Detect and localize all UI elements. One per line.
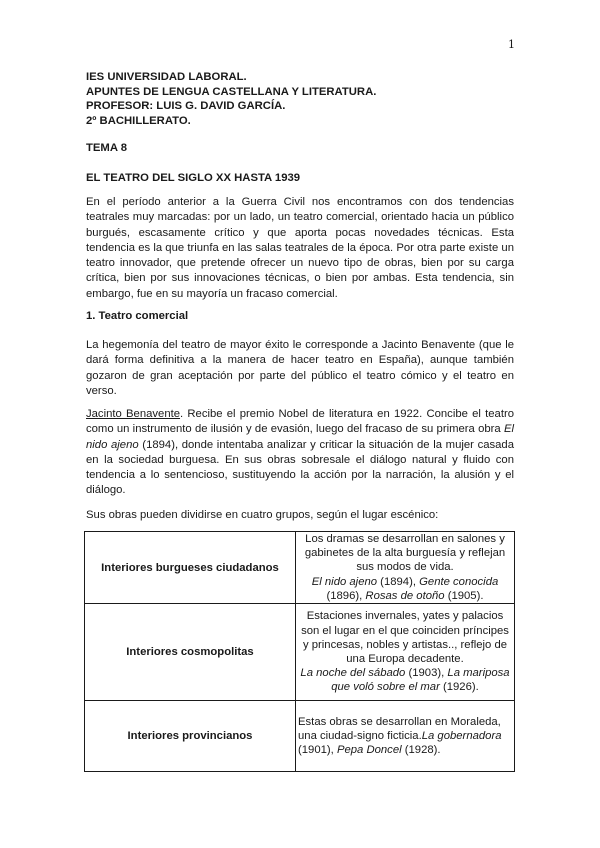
work-year: (1901), xyxy=(298,744,337,757)
document-title: EL TEATRO DEL SIGLO XX HASTA 1939 xyxy=(86,172,301,184)
header-line: IES UNIVERSIDAD LABORAL. xyxy=(86,71,247,83)
work-title: La noche del sábado xyxy=(300,667,406,680)
tema-label: TEMA 8 xyxy=(86,142,128,154)
table-row xyxy=(85,604,515,701)
work-title: El nido ajeno xyxy=(311,575,378,588)
description-cell xyxy=(296,701,515,772)
hegemonia-paragraph: La hegemonía del teatro de mayor éxito le corresponde a Jacinto Benavente (que le dará forma definitiva a la manera de hacer teatro en España), aunque también gozaron de gran aceptación por parte del público el teatro cómico y el teatro en verso. xyxy=(86,339,514,397)
category-cell: Interiores cosmopolitas xyxy=(85,604,296,701)
intro-paragraph: En el período anterior a la Guerra Civil nos encontramos con dos tendencias teatrales muy marcadas: por un lado, un teatro comercial, orientado hacia un público burgués, escasamente crítico y que aporta pocas novedades técnicas. Esta tendencia es la que triunfa en las salas teatrales de la época. Por otra parte existe un teatro innovador, que pretende ofrecer un nuevo tipo de obras, bien por su carga crítica, bien por sus innovaciones técnicas, o bien por ambas. Esta tendencia, sin embargo, fue en su mayoría un fracaso comercial. xyxy=(86,196,514,300)
groups-intro: Sus obras pueden dividirse en cuatro grupos, según el lugar escénico: xyxy=(86,509,439,521)
description-text: Los dramas se desarrollan en salones y gabinetes de la alta burguesía y reflejan sus modos de vida. xyxy=(304,533,506,574)
author-name: Jacinto Benavente xyxy=(86,408,181,420)
category-cell: Interiores burgueses ciudadanos xyxy=(85,532,296,604)
work-year: (1926). xyxy=(439,681,479,694)
work-year: (1928). xyxy=(401,744,441,757)
section-heading: 1. Teatro comercial xyxy=(86,310,189,322)
description-cell xyxy=(296,532,515,604)
description-text: Estas obras se desarrollan en Moraleda, una ciudad-signo ficticia. xyxy=(298,715,501,742)
work-year: (1903), xyxy=(405,667,448,680)
work-title: La mariposa que voló sobre el mar xyxy=(331,667,510,694)
work-title: El nido ajeno xyxy=(86,423,514,451)
work-title: Rosas de otoño xyxy=(365,589,445,602)
description-text: Estaciones invernales, yates y palacios son el lugar en el que coinciden príncipes y princesas, nobles y artistas.., reflejo de una Europa decadente. xyxy=(301,610,509,666)
work-year: (1894), xyxy=(377,575,420,588)
benavente-paragraph xyxy=(86,407,514,499)
table-row xyxy=(85,532,515,604)
description-cell xyxy=(296,604,515,701)
work-title: Gente conocida xyxy=(419,575,499,588)
document-header xyxy=(86,70,514,128)
header-line: APUNTES DE LENGUA CASTELLANA Y LITERATURA. xyxy=(86,85,377,98)
work-year: (1896), xyxy=(326,589,366,602)
work-title: Pepa Doncel xyxy=(336,744,402,757)
paragraph-text: . Recibe el premio Nobel de literatura en 1922. Concibe el teatro como un instrumento de ilusión y de evasión, luego del fracaso de su primera obra xyxy=(86,408,514,436)
work-title: La gobernadora xyxy=(421,729,502,742)
works-table xyxy=(84,531,515,772)
header-line: 2º BACHILLERATO. xyxy=(86,114,191,127)
paragraph-text: (1894), donde intentaba analizar y criticar la situación de la mujer casada en la sociedad burguesa. En sus obras sobresale el diálogo natural y fluido con tendencia a lo sentencioso, sustituyendo la acción por la narración, la alusión y el diálogo. xyxy=(86,438,514,497)
work-year: (1905). xyxy=(444,589,484,602)
table-row xyxy=(85,701,515,772)
page-number: 1 xyxy=(508,38,515,51)
header-line: PROFESOR: LUIS G. DAVID GARCÍA. xyxy=(86,100,286,112)
category-cell: Interiores provincianos xyxy=(85,701,296,772)
